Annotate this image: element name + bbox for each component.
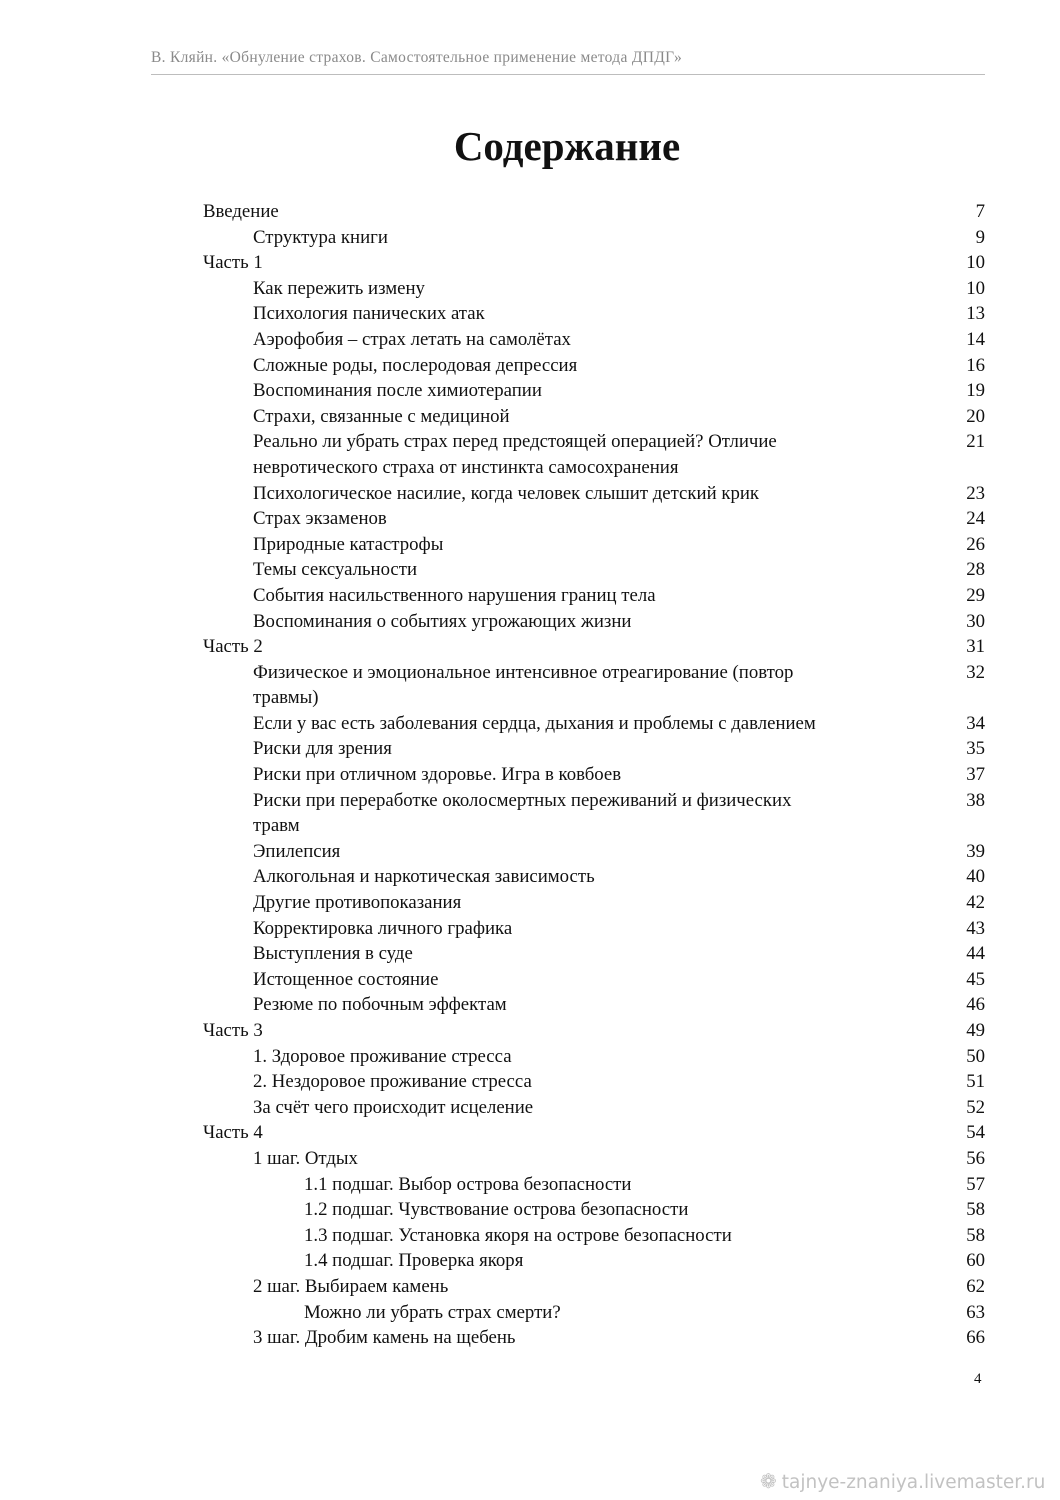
toc-entry-page: 42 [966,892,985,914]
toc-entry-title: Часть 4 [203,1122,263,1144]
toc-entry [203,378,985,404]
toc-entry [203,967,985,993]
toc-entry [203,1095,985,1121]
toc-entry-title: Темы сексуальности [253,559,418,581]
toc-entry-title: Истощенное состояние [253,968,439,990]
toc-entry-page: 19 [966,380,985,402]
toc-entry [203,1146,985,1172]
toc-entry [203,1223,985,1249]
toc-entry-title: Часть 3 [203,1020,263,1041]
toc-entry-title: Страх экзаменов [253,508,387,530]
toc-entry-page: 43 [966,917,985,939]
toc-entry [203,634,985,660]
toc-entry [203,506,985,532]
toc-entry-title: Можно ли убрать страх смерти? [304,1301,561,1323]
page-title: Содержание [453,123,681,169]
toc-entry [203,250,985,276]
toc-entry-title: Физическое и эмоциональное интенсивное отреагирование (повтор травмы) [253,661,794,709]
toc-entry [203,1172,985,1198]
toc-entry-page: 14 [966,328,985,350]
toc-entry-page: 66 [966,1327,985,1349]
toc-entry [203,327,985,353]
toc-entry [203,890,985,916]
running-header: В. Кляйн. «Обнуление страхов. Самостоятельное применение метода ДПДГ» [151,49,682,66]
toc-entry-title: Эпилепсия [253,840,341,862]
toc-entry-title: 3 шаг. Дробим камень на щебень [253,1327,516,1349]
toc-entry-page: 39 [966,840,985,862]
toc-entry [203,609,985,635]
toc-entry-page: 60 [966,1250,985,1272]
toc-entry [203,225,985,251]
toc-entry [203,1274,985,1300]
toc-entry-title: Часть 1 [203,252,263,274]
toc-entry-title: 1.1 подшаг. Выбор острова безопасности [304,1173,632,1195]
toc-entry-title: Аэрофобия – страх летать на самолётах [253,328,571,350]
table-of-contents [203,199,985,1351]
toc-entry-page: 13 [966,303,985,325]
toc-entry-title: Риски при переработке околосмертных переживаний и физических травм [253,789,792,837]
toc-entry-title: Реально ли убрать страх перед предстоящей операцией? Отличие невротического страха от инстинкта самосохранения [253,431,777,478]
toc-entry [203,660,985,711]
toc-entry [203,941,985,967]
toc-entry [203,583,985,609]
toc-entry-title: Корректировка личного графика [253,917,513,939]
toc-entry-page: 46 [966,994,985,1016]
toc-entry-page: 62 [966,1275,985,1297]
toc-entry-title: Часть 2 [203,636,263,658]
toc-entry [203,429,985,480]
toc-entry-page: 23 [966,482,985,504]
toc-entry [203,404,985,430]
toc-entry-title: События насильственного нарушения границ тела [253,584,656,606]
toc-entry-page: 63 [966,1301,985,1323]
toc-entry-page: 57 [966,1173,985,1195]
toc-entry-page: 28 [966,559,985,581]
toc-entry-page: 9 [975,226,985,248]
toc-entry-page: 10 [966,277,985,299]
toc-entry-page: 56 [966,1147,985,1169]
toc-entry-title: 1 шаг. Отдых [253,1147,358,1169]
page-number: 4 [974,1371,982,1387]
toc-entry-title: Страхи, связанные с медициной [253,405,510,427]
toc-entry [203,301,985,327]
toc-entry-title: Сложные роды, послеродовая депрессия [253,354,578,376]
toc-entry-title: Структура книги [253,226,388,248]
toc-entry-page: 10 [966,252,985,274]
toc-entry [203,1325,985,1351]
toc-entry-title: 1.4 подшаг. Проверка якоря [304,1250,524,1272]
toc-entry-page: 54 [966,1122,985,1144]
toc-entry-page: 30 [966,610,985,632]
toc-entry [203,1248,985,1274]
toc-entry-title: 1. Здоровое проживание стресса [253,1045,512,1067]
toc-entry [203,199,985,225]
toc-entry-title: За счёт чего происходит исцеление [253,1096,534,1118]
toc-entry [203,1044,985,1070]
toc-entry-page: 26 [966,533,985,555]
toc-entry-page: 31 [966,636,985,658]
toc-entry-title: Психологическое насилие, когда человек слышит детский крик [253,482,760,504]
toc-entry-page: 16 [966,354,985,376]
toc-entry-page: 50 [966,1045,985,1067]
toc-entry [203,711,985,737]
toc-entry-title: Если у вас есть заболевания сердца, дыхания и проблемы с давлением [253,712,816,734]
toc-entry [203,1197,985,1223]
toc-entry-page: 58 [966,1199,985,1221]
toc-entry [203,1069,985,1095]
watermark [760,1469,1045,1493]
toc-entry-title: Введение [203,201,279,222]
toc-entry [203,481,985,507]
toc-entry [203,1300,985,1326]
toc-entry [203,864,985,890]
toc-entry [203,916,985,942]
header-divider [151,74,985,75]
toc-entry-page: 35 [966,738,985,760]
toc-entry-page: 45 [966,968,985,990]
toc-entry-page: 34 [966,712,985,734]
toc-entry [203,762,985,788]
toc-entry-page: 29 [966,584,985,606]
toc-entry [203,736,985,762]
flower-logo-icon: ❁ [760,1469,777,1493]
toc-entry-page: 52 [966,1096,985,1118]
toc-entry-title: Как пережить измену [253,277,425,299]
toc-entry [203,532,985,558]
toc-entry-page: 49 [966,1020,985,1041]
toc-entry-title: Воспоминания после химиотерапии [253,380,542,402]
toc-entry-page: 20 [966,405,985,427]
toc-entry-title: 1.3 подшаг. Установка якоря на острове безопасности [304,1224,732,1246]
toc-entry-title: Алкогольная и наркотическая зависимость [253,866,595,888]
toc-entry [203,353,985,379]
toc-entry-title: Другие противопоказания [253,892,462,914]
toc-entry [203,992,985,1018]
toc-entry [203,1120,985,1146]
toc-entry-page: 44 [966,943,985,965]
toc-entry-page: 24 [966,508,985,530]
toc-entry-title: 2. Нездоровое проживание стресса [253,1071,532,1093]
toc-entry-title: Воспоминания о событиях угрожающих жизни [253,610,632,632]
toc-entry-title: Риски для зрения [253,738,392,760]
toc-entry-page: 37 [966,764,985,786]
toc-entry-title: Природные катастрофы [253,533,444,555]
toc-entry-title: Резюме по побочным эффектам [253,994,507,1016]
watermark-text: tajnye-znaniya.livemaster.ru [781,1472,1046,1493]
toc-entry-title: 1.2 подшаг. Чувствование острова безопасности [304,1199,689,1221]
toc-entry-title: Психология панических атак [253,303,485,325]
toc-entry-page: 38 [966,789,985,811]
toc-entry [203,557,985,583]
toc-entry [203,788,985,839]
toc-entry-title: Выступления в суде [253,943,413,965]
toc-entry-page: 21 [966,431,985,453]
toc-entry [203,276,985,302]
toc-entry [203,839,985,865]
toc-entry-page: 51 [966,1071,985,1093]
toc-entry-title: Риски при отличном здоровье. Игра в ковбоев [253,764,622,786]
toc-entry-page: 58 [966,1224,985,1246]
toc-entry-page: 32 [966,661,985,683]
toc-entry-page: 7 [975,201,985,222]
toc-entry-page: 40 [966,866,985,888]
toc-entry [203,1018,985,1044]
toc-entry-title: 2 шаг. Выбираем камень [253,1275,449,1297]
